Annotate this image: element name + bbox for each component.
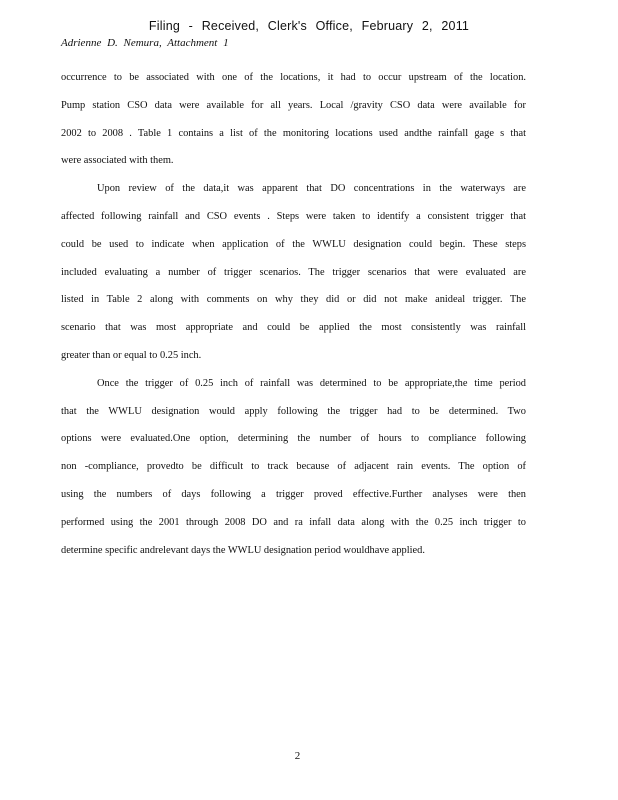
- text-line: Once the trigger of 0.25 inch of rainfall was determined to be appropriate,the time period: [97, 377, 526, 389]
- text-line: greater than or equal to 0.25 inch.: [61, 349, 202, 361]
- text-line: scenario that was most appropriate and could be applied the most consistently was rainfall: [61, 322, 526, 334]
- paragraph: [61, 71, 526, 182]
- text-line: options were evaluated.One option, determining the number of hours to compliance following: [61, 433, 526, 445]
- page-number: 2: [294, 750, 301, 762]
- paragraph: [61, 377, 526, 572]
- text-line: affected following rainfall and CSO events . Steps were taken to identify a consistent trigger that: [61, 210, 526, 222]
- body-text: [61, 71, 526, 571]
- text-line: Pump station CSO data were available for all years. Local /gravity CSO data were available for: [61, 99, 526, 111]
- text-line: non -compliance, provedto be difficult to track because of adjacent rain events. The option of: [61, 461, 526, 473]
- filing-header: Filing - Received, Clerk's Office, February 2, 2011: [148, 19, 470, 33]
- text-line: could be used to indicate when application of the WWLU designation could begin. These steps: [61, 238, 526, 250]
- text-line: 2002 to 2008 . Table 1 contains a list of the monitoring locations used andthe rainfall gage s that: [61, 127, 526, 139]
- attachment-label: Adrienne D. Nemura, Attachment 1: [61, 37, 229, 49]
- text-line: performed using the 2001 through 2008 DO and ra infall data along with the 0.25 inch trigger to: [61, 516, 526, 528]
- text-line: listed in Table 2 along with comments on why they did or did not make anideal trigger. The: [61, 294, 526, 306]
- text-line: using the numbers of days following a trigger proved effective.Further analyses were then: [61, 488, 526, 500]
- text-line: Upon review of the data,it was apparent that DO concentrations in the waterways are: [97, 183, 526, 195]
- text-line: included evaluating a number of trigger scenarios. The trigger scenarios that were evaluated are: [61, 266, 526, 278]
- text-line: determine specific andrelevant days the WWLU designation period wouldhave applied.: [61, 544, 425, 556]
- text-line: occurrence to be associated with one of the locations, it had to occur upstream of the location.: [61, 72, 526, 83]
- text-line: were associated with them.: [61, 155, 174, 167]
- paragraph: [61, 182, 526, 377]
- text-line: that the WWLU designation would apply following the trigger had to be determined. Two: [61, 405, 526, 417]
